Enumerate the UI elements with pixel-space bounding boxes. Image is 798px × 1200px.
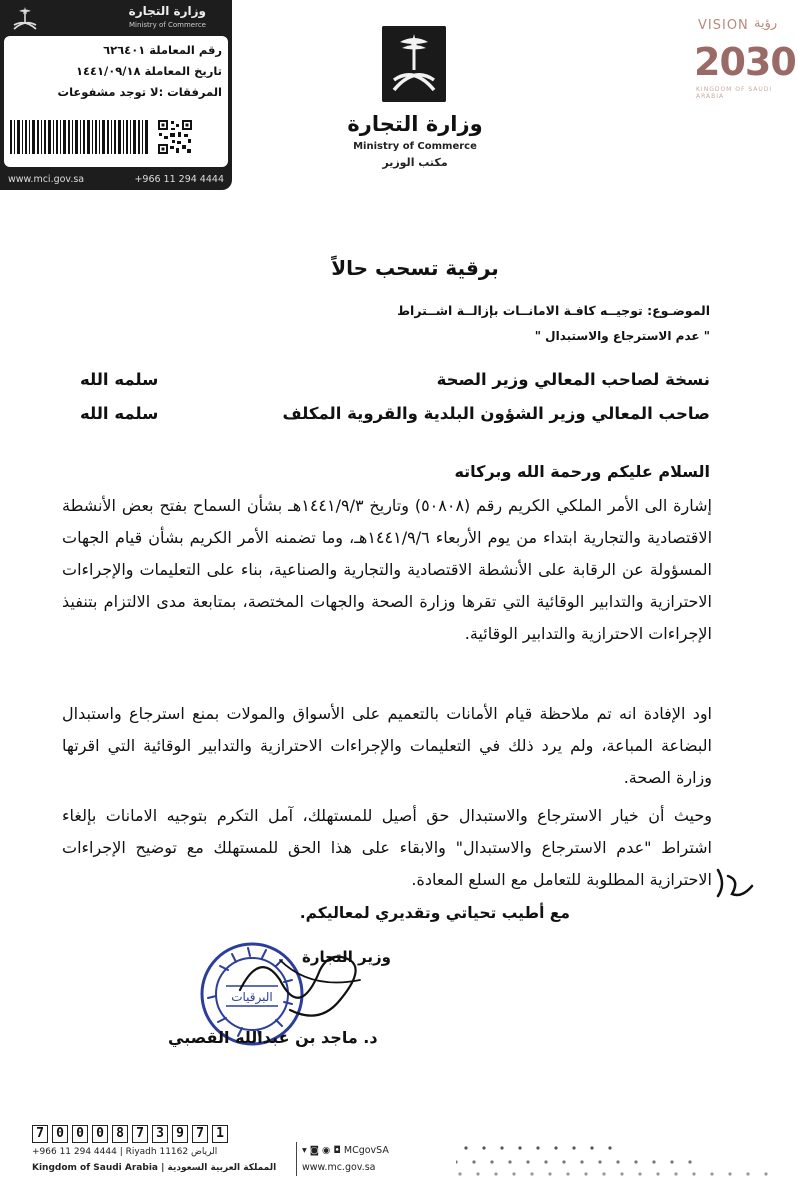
card-ministry-english: Ministry of Commerce [129, 21, 206, 29]
decor-dot [710, 1172, 713, 1175]
closing-line: مع أطيب تحياتي وتقديري لمعاليكم. [299, 904, 570, 922]
phone-digit: 9 [172, 1125, 188, 1143]
decor-dot [530, 1172, 533, 1175]
footer-website: www.mc.gov.sa [302, 1162, 376, 1173]
decor-dot [616, 1160, 619, 1163]
decor-dot [670, 1160, 673, 1163]
phone-digit: 0 [52, 1125, 68, 1143]
decor-dot [548, 1172, 551, 1175]
minister-office-arabic: مكتب الوزير [382, 156, 448, 169]
card-phone: +966 11 294 4444 [134, 174, 224, 185]
decor-dot [456, 1160, 458, 1163]
phone-digit: 3 [152, 1125, 168, 1143]
footer-phone-digits [32, 1122, 232, 1144]
minister-title: وزير التجارة [302, 948, 391, 966]
decor-dot [526, 1160, 529, 1163]
decor-dot [728, 1172, 731, 1175]
decor-dot [580, 1160, 583, 1163]
decor-dot [674, 1172, 677, 1175]
handwritten-initials [712, 858, 772, 908]
stamp-text: البرقيات [231, 990, 273, 1004]
phone-digit: 8 [112, 1125, 128, 1143]
decor-dot [692, 1172, 695, 1175]
barcode-icon [10, 120, 150, 154]
decor-dot [608, 1146, 611, 1149]
transaction-card [0, 0, 232, 190]
decor-dot [508, 1160, 511, 1163]
decor-dot [638, 1172, 641, 1175]
recipient-salutation: سلمه الله [80, 404, 159, 423]
decor-dot [566, 1172, 569, 1175]
decor-dot [536, 1146, 539, 1149]
decor-dot [652, 1160, 655, 1163]
transaction-card-header [0, 0, 232, 36]
transaction-card-body [4, 36, 228, 167]
decor-dot [584, 1172, 587, 1175]
subject-quote: " عدم الاسترجاع والاستبدال " [534, 329, 710, 343]
urgent-telegram-title: برقية تسحب حالاً [331, 256, 499, 280]
paragraph-royal-order: إشارة الى الأمر الملكي الكريم رقم (٥٠٨٠٨) وتاريخ ١٤٤١/٩/٣هـ بشأن السماح بفتح بعض الأنشطة الاقتصادية والتجارية ابتداء من يوم الأربعاء ١٤٤١/٩/٦هـ، وما تضمنه الأمر الكريم بشأن قيام الجهات المسؤولة عن الرقابة على الأنشطة الاقتصادية والتجارية والصناعية، بناء على التعليمات والإجراءات الاحترازية والتدابير الوقائية التي تقرها وزارة الصحة والجهات المختصة، بمتابعة مدى الالتزام بتنفيذ الإجراءات الاحترازية والتدابير الوقائية. [62, 496, 713, 643]
footer-social-handle: MCgovSA [343, 1145, 389, 1156]
decor-dot [598, 1160, 601, 1163]
decor-dot [518, 1146, 521, 1149]
decor-dot [482, 1146, 485, 1149]
recipient-health-minister: نسخة لصاحب المعالي وزير الصحة [436, 370, 710, 389]
recipient-municipal-minister: صاحب المعالي وزير الشؤون البلدية والقروية المكلف [282, 404, 710, 423]
decor-dot [464, 1146, 467, 1149]
decor-dot [490, 1160, 493, 1163]
decor-dot [500, 1146, 503, 1149]
phone-digit: 7 [32, 1125, 48, 1143]
vision-label-arabic: رؤية [754, 16, 778, 31]
saudi-emblem-icon [10, 5, 40, 33]
decor-dot [620, 1172, 623, 1175]
subject-line: الموضـوع: توجيــه كافـة الامانــات بإزالــة اشــتراط [397, 303, 710, 318]
phone-digit: 7 [192, 1125, 208, 1143]
recipient-salutation: سلمه الله [80, 370, 159, 389]
paragraph-request: وحيث أن خيار الاسترجاع والاستبدال حق أصيل للمستهلك، آمل التكرم بتوجيه الامانات بإلغاء اشتراط "عدم الاسترجاع والاستبدال" والابقاء على هذا الحق للمستهلك مع توضيح الإجراءات الاحترازية المطلوبة للتعامل مع السلع المعادة. [62, 806, 712, 889]
paragraph-observation: اود الإفادة انه تم ملاحظة قيام الأمانات بالتعميم على الأسواق والمولات بمنع استرجاع واستبدال البضاعة المباعة، ولم يرد ذلك في التعليمات والإجراءات الاحترازية والتدابير الوقائية التي اقرتها وزارة الصحة. [62, 704, 712, 787]
decor-dot [494, 1172, 497, 1175]
footer-divider [296, 1142, 297, 1176]
minister-name: د. ماجد بن عبدالله القصبي [168, 1028, 378, 1047]
vision-label-english: VISION [698, 18, 749, 33]
card-ministry-arabic: وزارة التجارة [128, 4, 206, 18]
card-website: www.mci.gov.sa [8, 174, 85, 185]
transaction-card-footer [0, 170, 232, 190]
ministry-name-english: Ministry of Commerce [353, 141, 477, 152]
ministry-name-arabic: وزارة التجارة [347, 112, 483, 136]
vision-subtitle: KINGDOM OF SAUDI ARABIA [696, 86, 773, 100]
vision-year: 2030 [694, 40, 796, 84]
footer-social [302, 1145, 389, 1156]
transaction-date: تاريخ المعاملة ١٤٤١/٠٩/١٨ [75, 64, 222, 78]
footer-dots-decoration [456, 1140, 796, 1180]
phone-digit: 0 [72, 1125, 88, 1143]
decor-dot [554, 1146, 557, 1149]
phone-digit: 7 [132, 1125, 148, 1143]
transaction-attachments: المرفقات :لا توجد مشفوعات [57, 85, 222, 99]
decor-dot [634, 1160, 637, 1163]
decor-dot [544, 1160, 547, 1163]
vision-2030-logo [680, 12, 796, 104]
decor-dot [764, 1172, 767, 1175]
footer-contact-line: +966 11 294 4444 | Riyadh 11162 الرياض [32, 1147, 218, 1157]
decor-dot [472, 1160, 475, 1163]
decor-dot [476, 1172, 479, 1175]
greeting: السلام عليكم ورحمة الله وبركاته [454, 462, 710, 481]
saudi-emblem-icon [382, 26, 446, 102]
qr-code-icon [158, 120, 192, 154]
decor-dot [562, 1160, 565, 1163]
decor-dot [688, 1160, 691, 1163]
social-icons: ▾ ◙ ◉ ◘ [302, 1145, 344, 1156]
decor-dot [602, 1172, 605, 1175]
phone-digit: 0 [92, 1125, 108, 1143]
decor-dot [458, 1172, 461, 1175]
phone-digit: 1 [212, 1125, 228, 1143]
decor-dot [512, 1172, 515, 1175]
footer-country-line: Kingdom of Saudi Arabia | المملكة العربية السعودية [32, 1163, 277, 1173]
decor-dot [590, 1146, 593, 1149]
decor-dot [656, 1172, 659, 1175]
transaction-number: رقم المعاملة ٦٢٦٤٠١ [103, 43, 222, 57]
decor-dot [746, 1172, 749, 1175]
decor-dot [572, 1146, 575, 1149]
